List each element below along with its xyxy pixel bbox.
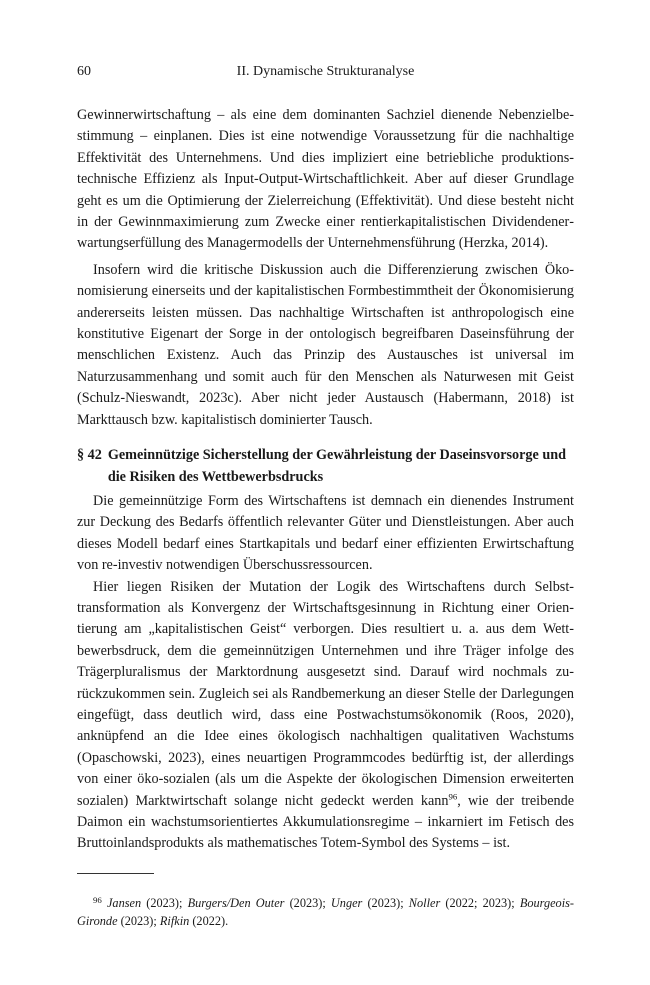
- footnote-author: Bourgeois-Gironde: [77, 896, 575, 929]
- section-heading: [77, 445, 574, 488]
- paragraph: [77, 577, 574, 855]
- footnote-author: Burgers/Den Outer: [187, 896, 285, 911]
- footnote-year: (2022).: [189, 914, 229, 929]
- page-header: [77, 64, 574, 84]
- page-number: 60: [77, 64, 91, 79]
- footnote-author: Noller: [408, 896, 441, 911]
- footnote: [77, 891, 574, 930]
- footnote-author: Unger: [330, 896, 363, 911]
- paragraph-text: , wie der treibende Daimon ein wachstumsorientiertes Akkumulationsregime – inkarniert im Fetisch des Bruttoinlandsprodukts als mathematisches Totem-Symbol des Systems – ist.: [77, 792, 574, 852]
- section-title: Gemeinnützige Sicherstellung der Gewährleistung der Daseinsvorsorge und die Risiken des Wettbewerbsdrucks: [107, 447, 567, 485]
- footnote-year: (2023);: [284, 896, 331, 911]
- footnote-author: Rifkin: [159, 914, 190, 929]
- section-number: § 42: [77, 447, 102, 464]
- footnote-year: (2023);: [362, 896, 409, 911]
- running-head: II. Dynamische Strukturanalyse: [236, 64, 415, 79]
- paragraph: Insofern wird die kritische Diskussion auch die Differenzierung zwischen Ökonomisierung einerseits und der kapitalistischen Formbestimmtheit der Ökonomisierung andererseits leisten müssen. Das nachhaltige Wirtschaften ist anthropologisch eine konstitutive Eigenart der Sorge in der ontologisch begreifbaren Daseinsführung der menschlichen Existenz. Auch das Prinzip des Austausches ist universal im Naturzusammenhang und somit auch für den Menschen als Naturwesen mit Geist (Schulz-Nieswandt, 2023c). Aber nicht jeder Austausch (Habermann, 2018) ist Markttausch bzw. kapitalistisch dominierter Tausch.: [77, 261, 574, 428]
- footnote-reference[interactable]: 96: [448, 790, 458, 801]
- paragraph: Gewinnerwirtschaftung – als eine dem dominanten Sachziel dienende Nebenzielbestimmung – einplanen. Dies ist eine notwendige Voraussetzung für die nachhaltige Effektivität des Unternehmens. Und dies impliziert eine betriebliche produktionstechnische Effizienz als Input-Output-Wirtschaftlichkeit. Aber auf dieser Grundlage geht es um die Optimierung der Zielerreichung (Effektivität). Und diese besteht nicht in der Gewinnmaximierung zum Zwecke einer rentierkapitalistischen Dividendenerwartungserfüllung des Managermodells der Unternehmensführung (Herzka, 2014).: [77, 107, 574, 252]
- body-text: [77, 105, 574, 855]
- footnote-year: (2023);: [141, 896, 188, 911]
- footnote-number: 96: [93, 895, 102, 906]
- paragraph: Die gemeinnützige Form des Wirtschaftens ist demnach ein dienendes Instrument zur Deckung des Bedarfs öffentlich relevanter Güter und Dienstleistungen. Aber auch dieses Modell bedarf eines Startkapitals und bedarf einer effizienten Erwirtschaftung von re-investiv notwendigen Überschussressourcen.: [77, 492, 574, 574]
- paragraph-text: Hier liegen Risiken der Mutation der Logik des Wirtschaftens durch Selbsttransformation als Konvergenz der Wirtschaftsgesinnung in Richtung einer Orientierung am „kapitalistischen Geist“ verborgen. Dies resultiert u. a. aus dem Wettbewerbsdruck, dem die gemeinnützigen Unternehmen und ihre Träger infolge des Trägerpluralismus der Marktordnung ausgesetzt sind. Darauf wird nochmals zurückzukommen sein. Zugleich sei als Randbemerkung an dieser Stelle der Darlegungen eingefügt, dass deutlich wird, dass eine Postwachstumsökonomik (Roos, 2020), anknüpfend an die Idee eines ökologisch nachhaltigen qualitativen Wachstums (Opaschowski, 2023), eines neuartigen Programmcodes bedürftig ist, der allerdings von einer öko-sozialen (als um die Aspekte der ökologischen Dimension erweiterten sozialen) Marktwirtschaft solange nicht gedeckt werden kann: [77, 578, 574, 809]
- footnote-divider: [77, 873, 154, 874]
- footnote-author: Jansen: [106, 896, 142, 911]
- footnote-year: (2022; 2023);: [440, 896, 520, 911]
- footnote-year: (2023);: [117, 914, 160, 929]
